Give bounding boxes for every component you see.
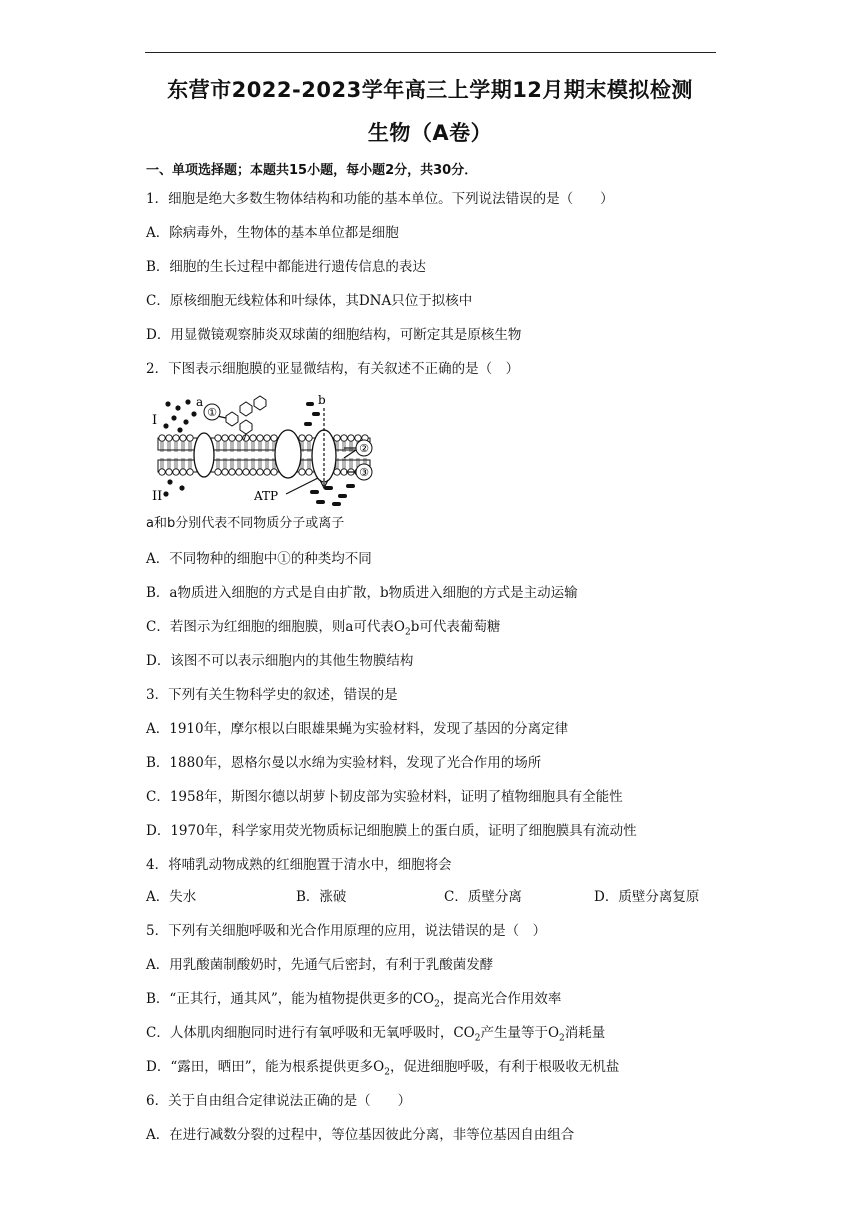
question-2-option-c [146,618,500,642]
question-2-stem: 2．下图表示细胞膜的亚显微结构，有关叙述不正确的是（ ） [146,361,520,377]
question-5-option-a: A．用乳酸菌制酸奶时，先通气后密封，有利于乳酸菌发酵 [146,957,494,973]
exam-subtitle: 生物（A卷） [367,121,493,145]
question-2-option-a: A．不同物种的细胞中①的种类均不同 [146,551,372,567]
question-3-option-a: A．1910年，摩尔根以白眼雄果蝇为实验材料，发现了基因的分离定律 [146,721,569,737]
glycoprotein-shape [226,396,266,440]
q5-d-text: D．“露田，晒田”，能为根系提供更多O [146,1059,385,1075]
q2-c-text-end: b可代表葡萄糖 [410,619,501,635]
side-label-outside: I [152,413,158,428]
question-5-option-c [146,1024,605,1048]
question-1-stem: 1．细胞是绝大多数生物体结构和功能的基本单位。下列说法错误的是（ ） [146,191,614,207]
question-3-option-d: D．1970年，科学家用荧光物质标记细胞膜上的蛋白质，证明了细胞膜具有流动性 [146,823,637,839]
question-5-option-d [146,1058,619,1082]
q5-d-text-end: ，促进细胞呼吸，有利于根吸收无机盐 [389,1059,620,1075]
top-rule [145,52,716,53]
figure-caption: a和b分别代表不同物质分子或离子 [146,516,345,531]
question-5-stem: 5．下列有关细胞呼吸和光合作用原理的应用，说法错误的是（ ） [146,923,547,939]
q5-c-text-mid: 产生量等于O [480,1025,560,1041]
q5-c-subscript-1: 2 [474,1033,481,1044]
section-heading: 一、单项选择题；本题共15小题，每小题2分，共30分． [146,163,478,178]
question-2-option-b: B．a物质进入细胞的方式是自由扩散，b物质进入细胞的方式是主动运输 [146,585,578,601]
side-label-inside: II [152,489,163,504]
label-3: ③ [359,466,369,479]
lipid-bilayer [158,435,370,475]
substance-a-label: a [196,395,204,409]
question-6-option-a: A．在进行减数分裂的过程中，等位基因彼此分离，非等位基因自由组合 [146,1127,575,1143]
question-1-option-c: C．原核细胞无线粒体和叶绿体，其DNA只位于拟核中 [146,293,473,309]
label-1: ① [207,406,217,419]
question-4-option-a: A．失水 [146,889,197,905]
q5-b-subscript: 2 [434,999,440,1010]
channel-protein-shape [275,430,301,478]
protein-shape [194,433,214,477]
question-4-stem: 4．将哺乳动物成熟的红细胞置于清水中，细胞将会 [146,857,452,873]
question-6-stem: 6．关于自由组合定律说法正确的是（ ） [146,1093,412,1109]
question-3-option-c: C．1958年，斯图尔德以胡萝卜韧皮部为实验材料，证明了植物细胞具有全能性 [146,789,623,805]
q5-c-text-end: 消耗量 [564,1025,606,1041]
q2-c-subscript: 2 [404,627,411,638]
question-1-option-a: A．除病毒外，生物体的基本单位都是细胞 [146,225,399,241]
atp-label: ATP [254,489,279,503]
question-1-option-d: D．用显微镜观察肺炎双球菌的细胞结构，可断定其是原核生物 [146,327,522,343]
question-1-option-b: B．细胞的生长过程中都能进行遗传信息的表达 [146,259,426,275]
label-2: ② [359,442,369,455]
question-3-option-b: B．1880年，恩格尔曼以水绵为实验材料，发现了光合作用的场所 [146,755,542,771]
q5-d-subscript: 2 [384,1067,390,1078]
question-5-option-b [146,990,561,1014]
question-4-option-b: B．涨破 [296,889,347,905]
substance-b-label: b [318,394,326,407]
q5-b-text-end: ，提高光合作用效率 [439,991,562,1007]
q5-c-subscript-2: 2 [559,1033,565,1044]
exam-title: 东营市2022-2023学年高三上学期12月期末模拟检测 [167,78,693,102]
q5-c-text: C．人体肌肉细胞同时进行有氧呼吸和无氧呼吸时，CO [146,1025,475,1041]
q2-c-text: C．若图示为红细胞的细胞膜，则a可代表O [146,619,405,635]
question-4-option-c: C．质壁分离 [444,889,522,905]
question-3-stem: 3．下列有关生物科学史的叙述，错误的是 [146,687,398,703]
question-4-option-d: D．质壁分离复原 [594,889,700,905]
q5-b-text: B．“正其行，通其风”，能为植物提供更多的CO [146,991,435,1007]
cell-membrane-figure [146,394,384,530]
question-2-option-d: D．该图不可以表示细胞内的其他生物膜结构 [146,653,414,669]
